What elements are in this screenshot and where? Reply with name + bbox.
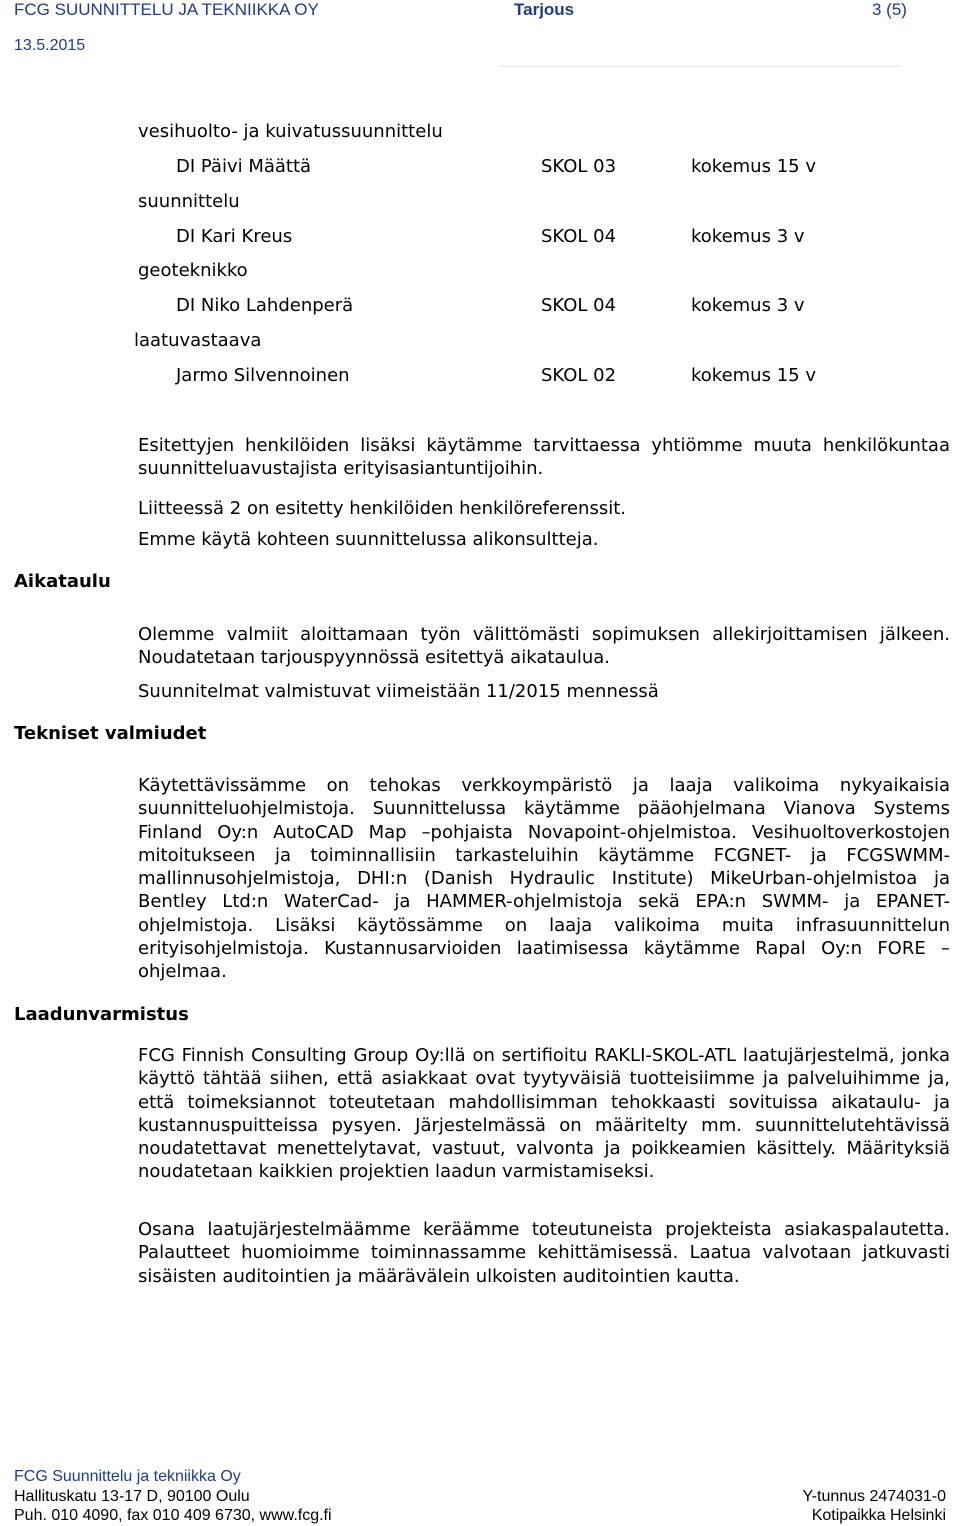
staff-skol: SKOL 02	[541, 365, 617, 386]
footer-company: FCG Suunnittelu ja tekniikka Oy	[14, 1468, 241, 1485]
staff-skol: SKOL 04	[541, 295, 617, 316]
page-header	[0, 0, 960, 60]
staff-experience: kokemus 3 v	[691, 295, 805, 316]
staff-role: geoteknikko	[138, 260, 248, 281]
section-heading-tekniset: Tekniset valmiudet	[14, 723, 207, 744]
footer-contact: Puh. 010 4090, fax 010 409 6730, www.fcg.fi	[14, 1507, 332, 1524]
tekniset-text: Käytettävissämme on tehokas verkkoympäristö ja laaja valikoima nykyaikaisia suunnitteluohjelmistoja. Suunnittelussa käytämme pääohjelmana Vianova Systems Finland Oy:n AutoCAD Map –pohjaista Novapoint-ohjelmistoa. Vesihuoltoverkostojen mitoitukseen ja toiminnallisiin tarkasteluihin käytämme FCGNET- ja FCGSWMM-mallinnusohjelmistoja, DHI:n (Danish Hydraulic Institute) MikeUrban-ohjelmistoa ja Bentley Ltd:n WaterCad- ja HAMMER-ohjelmistoja sekä EPA:n SWMM- ja EPANET-ohjelmistoja. Lisäksi käytössämme on laaja valikoima muita infrasuunnittelun erityisohjelmistoja. Kustannusarvioiden laatimisessa käytämme Rapal Oy:n FORE – ohjelmaa.	[138, 775, 950, 983]
staff-role: laatuvastaava	[134, 330, 262, 351]
header-company: FCG SUUNNITTELU JA TEKNIIKKA OY	[14, 0, 319, 19]
header-date: 13.5.2015	[14, 37, 86, 54]
staff-name: DI Päivi Määttä	[176, 156, 312, 177]
intro-references: Liitteessä 2 on esitetty henkilöiden henkilöreferenssit.	[138, 498, 626, 519]
staff-name: Jarmo Silvennoinen	[176, 365, 350, 386]
staff-role: vesihuolto- ja kuivatussuunnittelu	[138, 121, 443, 142]
section-heading-laadunvarmistus: Laadunvarmistus	[14, 1004, 189, 1025]
header-doc-type: Tarjous	[514, 0, 575, 19]
intro-paragraph	[138, 434, 950, 481]
intro-text: Esitettyjen henkilöiden lisäksi käytämme tarvittaessa yhtiömme muuta henkilökuntaa suunnitteluavustajista erityisasiantuntijoihin.	[138, 435, 950, 480]
aikataulu-paragraph	[138, 623, 950, 670]
header-page-number: 3 (5)	[872, 0, 907, 19]
tekniset-paragraph	[138, 774, 950, 984]
aikataulu-deadline: Suunnitelmat valmistuvat viimeistään 11/2015 mennessä	[138, 681, 659, 702]
laadunvarmistus-paragraph	[138, 1044, 950, 1184]
staff-name: DI Niko Lahdenperä	[176, 295, 354, 316]
staff-skol: SKOL 03	[541, 156, 617, 177]
laadunvarmistus-text: FCG Finnish Consulting Group Oy:llä on sertifioitu RAKLI-SKOL-ATL laatujärjestelmä, jonka käyttö tähtää siihen, että asiakkaat ovat tyytyväisiä tuotteisiimme ja palveluihimme ja, että toimeksiannot toteutetaan mahdollisimman tehokkaasti sovituissa aikataulu- ja kustannuspuitteissa pysyen. Järjestelmässä on määritelty mm. suunnittelutehtävissä noudatettavat menettelytavat, vastuut, valvonta ja poikkeamien käsittely. Määrityksiä noudatetaan kaikkien projektien laadun varmistamiseksi.	[138, 1045, 950, 1183]
staff-role: suunnittelu	[138, 191, 240, 212]
staff-skol: SKOL 04	[541, 226, 617, 247]
footer-business-id: Y-tunnus 2474031-0	[802, 1488, 946, 1505]
header-divider	[500, 66, 900, 67]
aikataulu-text: Olemme valmiit aloittamaan työn välittömästi sopimuksen allekirjoittamisen jälkeen. Noudatetaan tarjouspyynnössä esitettyä aikataulua.	[138, 624, 950, 669]
section-heading-aikataulu: Aikataulu	[14, 571, 111, 592]
staff-experience: kokemus 15 v	[691, 156, 816, 177]
laadunvarmistus-paragraph-2	[138, 1218, 950, 1288]
intro-subcontractors: Emme käytä kohteen suunnittelussa alikonsultteja.	[138, 529, 599, 550]
staff-experience: kokemus 3 v	[691, 226, 805, 247]
footer-address: Hallituskatu 13-17 D, 90100 Oulu	[14, 1488, 250, 1505]
staff-name: DI Kari Kreus	[176, 226, 293, 247]
laadunvarmistus-text-2: Osana laatujärjestelmäämme keräämme toteutuneista projekteista asiakaspalautetta. Palautteet huomioimme toiminnassamme kehittämisessä. Laatua valvotaan jatkuvasti sisäisten auditointien ja määrävälein ulkoisten auditointien kautta.	[138, 1219, 950, 1287]
footer-domicile: Kotipaikka Helsinki	[811, 1507, 946, 1524]
staff-experience: kokemus 15 v	[691, 365, 816, 386]
